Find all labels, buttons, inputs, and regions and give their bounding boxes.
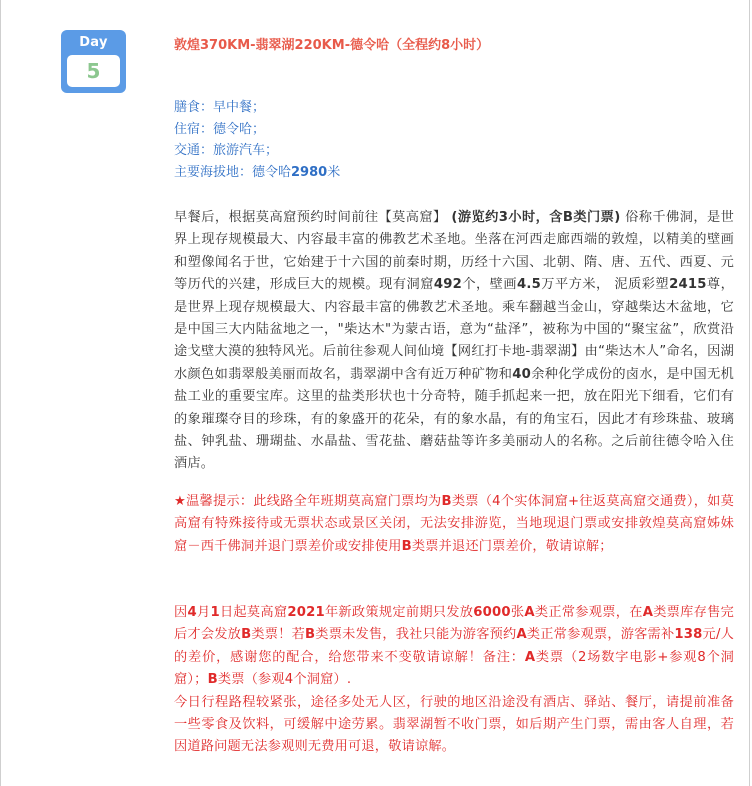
policy-bold: B [207, 672, 218, 688]
policy-text: 类票库存售完后才会发放 [174, 605, 734, 643]
policy-text: 张 [510, 605, 525, 620]
policy-notice [174, 602, 734, 759]
desc-bold: 4.5 [517, 277, 542, 293]
altitude-unit: 米 [327, 164, 341, 180]
altitude-label: 主要海拔地：德令哈 [174, 164, 292, 180]
desc-bold: 492 [433, 277, 463, 293]
policy-text: 元/人的差价，感谢您的配合，给您带来不变敬请谅解！备注： [174, 627, 735, 665]
altitude-value: 2980 [291, 164, 328, 180]
policy-text: 类票（2场数字电影+参观8个洞窟）； [174, 649, 734, 688]
policy-text: 类正常参观票，在 [534, 605, 643, 620]
warm-notice [174, 491, 734, 558]
policy-bold: B [241, 627, 252, 643]
policy-text: 月 [196, 605, 211, 620]
desc-bold: 40 [512, 366, 532, 382]
desc-text: 个，壁画 [462, 277, 518, 293]
policy-text: 类票！若 [251, 627, 305, 643]
policy-text: 今日行程路程较紧张，途径多处无人区，行驶的地区沿途没有酒店、驿站、餐厅，请提前准备一些零食及饮料，可缓解中途劳累。翡翠湖暂不收门票，如后期产生门票，需由客人自理，若因道路问题无法参观则无费用可退，敬请谅解。 [174, 694, 734, 755]
notice-bold: B [441, 494, 452, 509]
policy-bold: A [524, 649, 536, 665]
meals-info: 膳食：早中餐； [174, 100, 266, 115]
day-title: 敦煌370KM-翡翠湖220KM-德令哈（全程约8小时） [174, 38, 490, 53]
policy-bold: A [524, 605, 535, 620]
desc-text: 俗称千佛洞，是世界上现存规模最大、内容最丰富的佛教艺术圣地。坐落在河西走廊西端的敦煌，以精美的壁画和塑像闻名于世，它始建于十六国的前秦时期，历经十六国、北朝、隋、唐、五代、西夏、元等历代的兴建，形成巨大的规模。现有洞窟 [174, 210, 734, 293]
notice-text: ★温馨提示：此线路全年班期莫高窟门票均为 [174, 494, 442, 509]
policy-bold: 138 [674, 627, 703, 643]
policy-text: 年新政策规定前期只发放 [324, 605, 474, 620]
policy-text: 日起莫高窟 [219, 605, 288, 620]
stay-info: 住宿：德令哈； [174, 121, 266, 137]
transport-info: 交通：旅游汽车； [174, 143, 279, 158]
policy-bold: 6000 [473, 605, 511, 620]
day-number: 5 [67, 55, 120, 87]
itinerary-description [174, 207, 734, 476]
desc-text: 尊，是世界上现存规模最大、内容最丰富的佛教艺术圣地。乘车翻越当金山，穿越柴达木盆地，它是中国三大内陆盆地之一，"柴达木"为蒙古语，意为“盐泽”，被称为中国的“聚宝盆”，欣赏沿途戈壁大漠的独特风光。后前往参观人间仙境【网红打卡地-翡翠湖】由“柴达木人”命名，因湖水颜色如翡翠般美丽而故名，翡翠湖中含有近万种矿物和 [174, 277, 734, 382]
policy-text: 类票（参观4个洞窟）. [217, 672, 352, 688]
day-badge [61, 30, 126, 93]
policy-text: 因 [174, 605, 188, 620]
desc-bold: 2415 [669, 277, 707, 293]
desc-bold: (游览约3小时，含B类门票) [451, 210, 621, 225]
desc-text: 万平方米， 泥质彩塑 [541, 277, 670, 293]
notice-text: 类票并退还门票差价，敬请谅解； [411, 538, 613, 554]
policy-bold: A [516, 627, 527, 643]
altitude-info [174, 162, 340, 184]
desc-text: 早餐后，根据莫高窟预约时间前往【莫高窟】 [174, 210, 452, 225]
policy-bold: 2021 [287, 605, 325, 620]
policy-text: 类票未发售，我社只能为游客预约 [315, 627, 517, 643]
notice-text: 类票（4个实体洞窟+往返莫高窟交通费），如莫高窟有特殊接待或无票状态或景区关闭，无法安排游览，当地现退门票或安排敦煌莫高窟姊妹窟－西千佛洞并退门票差价或安排使用 [174, 494, 734, 554]
policy-bold: 1 [210, 605, 220, 620]
policy-bold: 4 [187, 605, 197, 620]
notice-bold: B [401, 538, 412, 554]
day-label: Day [79, 35, 108, 50]
policy-text: 类正常参观票，游客需补 [526, 627, 675, 643]
desc-text: 余种化学成份的卤水，是中国无机盐工业的重要宝库。这里的盐类形状也十分奇特，随手抓起来一把，放在阳光下细看，它们有的象璀璨夺目的珍珠，有的象盛开的花朵，有的象水晶，有的角宝石，因此才有珍珠盐、玻璃盐、钟乳盐、珊瑚盐、水晶盐、雪花盐、蘑菇盐等许多美丽动人的名称。之后前往德令哈入住酒店。 [174, 366, 735, 472]
trip-info [174, 97, 340, 183]
policy-bold: A [642, 605, 654, 620]
policy-bold: B [305, 627, 316, 643]
